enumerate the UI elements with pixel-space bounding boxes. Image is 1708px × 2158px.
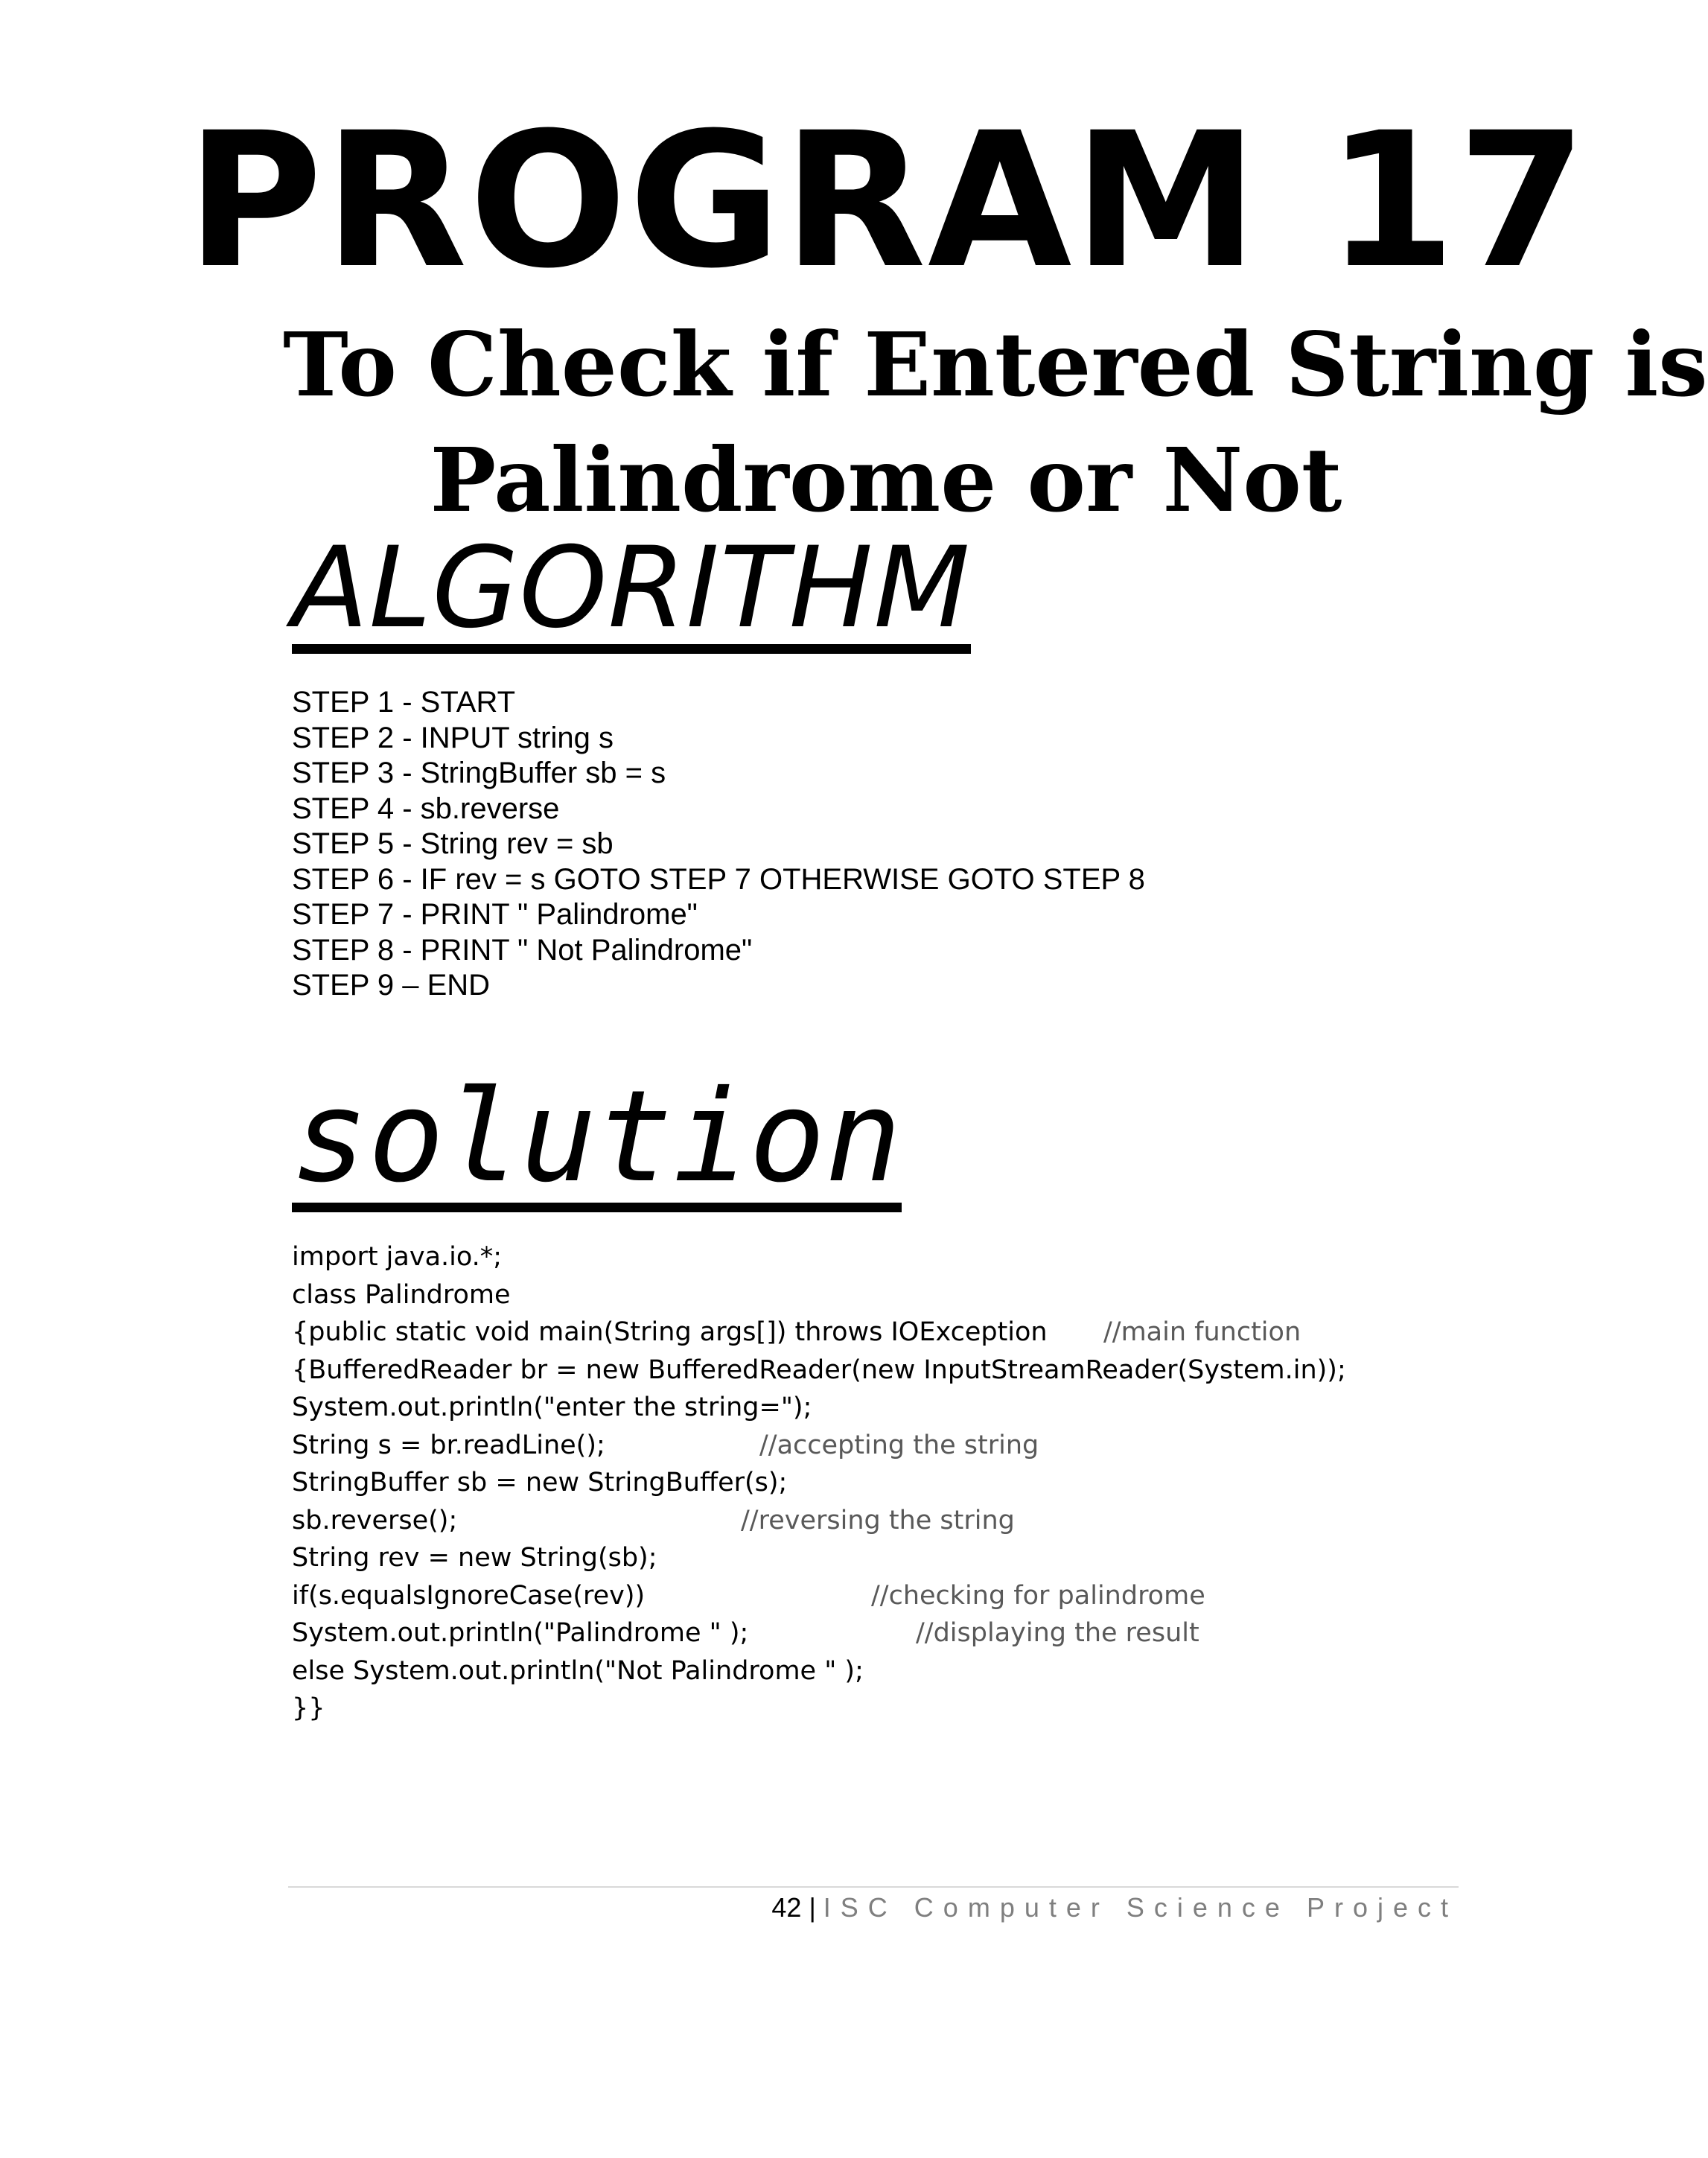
code-text: }}: [292, 1693, 325, 1723]
algorithm-step: STEP 5 - String rev = sb: [292, 827, 614, 860]
code-text: String rev = new String(sb);: [292, 1543, 657, 1573]
code-listing: [292, 1238, 1409, 1728]
code-line: [292, 1539, 1409, 1577]
algorithm-step: STEP 4 - sb.reverse: [292, 792, 560, 825]
code-line: [292, 1614, 1409, 1652]
algorithm-step: STEP 1 - START: [292, 686, 516, 719]
program-title: PROGRAM 17: [186, 92, 1589, 309]
algorithm-step: STEP 6 - IF rev = s GOTO STEP 7 OTHERWISE GOTO STEP 8: [292, 862, 1145, 896]
code-line: [292, 1276, 1409, 1314]
algorithm-step: STEP 7 - PRINT " Palindrome": [292, 898, 698, 931]
project-name: ISC Computer Science Project: [823, 1892, 1458, 1923]
code-text: class Palindrome: [292, 1279, 511, 1310]
code-text: else System.out.println("Not Palindrome " );: [292, 1655, 864, 1686]
code-text: sb.reverse();: [292, 1505, 458, 1535]
code-line: [292, 1652, 1409, 1690]
code-text: import java.io.*;: [292, 1242, 503, 1272]
code-text: String s = br.readLine();: [292, 1430, 605, 1460]
code-text: {public static void main(String args[]) throws IOException: [292, 1317, 1048, 1347]
code-text: if(s.equalsIgnoreCase(rev)): [292, 1580, 646, 1611]
code-comment: //displaying the result: [916, 1618, 1199, 1648]
code-comment: //reversing the string: [741, 1505, 1015, 1535]
algorithm-step: STEP 9 – END: [292, 969, 491, 1002]
code-text: StringBuffer sb = new StringBuffer(s);: [292, 1468, 788, 1497]
page-footer: [771, 1891, 1458, 1924]
code-line: [292, 1427, 1409, 1465]
code-comment: //main function: [1103, 1317, 1301, 1347]
code-line: [292, 1690, 1409, 1728]
code-line: [292, 1502, 1409, 1540]
solution-heading: solution: [292, 1063, 902, 1211]
code-line: [292, 1352, 1409, 1390]
algorithm-steps: [292, 685, 1145, 1004]
subtitle-line-2: Palindrome or Not: [430, 428, 1342, 532]
code-line: [292, 1464, 1409, 1502]
algorithm-step: STEP 3 - StringBuffer sb = s: [292, 757, 666, 789]
code-text: System.out.println("Palindrome " );: [292, 1618, 749, 1648]
algorithm-step: STEP 2 - INPUT string s: [292, 721, 614, 754]
algorithm-step: STEP 8 - PRINT " Not Palindrome": [292, 933, 753, 967]
page-number: 42: [771, 1892, 802, 1923]
code-line: [292, 1577, 1409, 1615]
code-line: [292, 1389, 1409, 1427]
code-text: System.out.println("enter the string=");: [292, 1392, 812, 1422]
code-line: [292, 1314, 1409, 1352]
code-line: [292, 1238, 1409, 1276]
footer-divider: [288, 1886, 1459, 1888]
algorithm-heading: ALGORITHM: [292, 523, 971, 653]
code-text: {BufferedReader br = new BufferedReader(new InputStreamReader(System.in));: [292, 1355, 1346, 1385]
subtitle-line-1: To Check if Entered String is: [283, 313, 1708, 416]
code-comment: //checking for palindrome: [871, 1580, 1205, 1611]
footer-separator: |: [809, 1892, 816, 1923]
code-comment: //accepting the string: [759, 1430, 1039, 1460]
